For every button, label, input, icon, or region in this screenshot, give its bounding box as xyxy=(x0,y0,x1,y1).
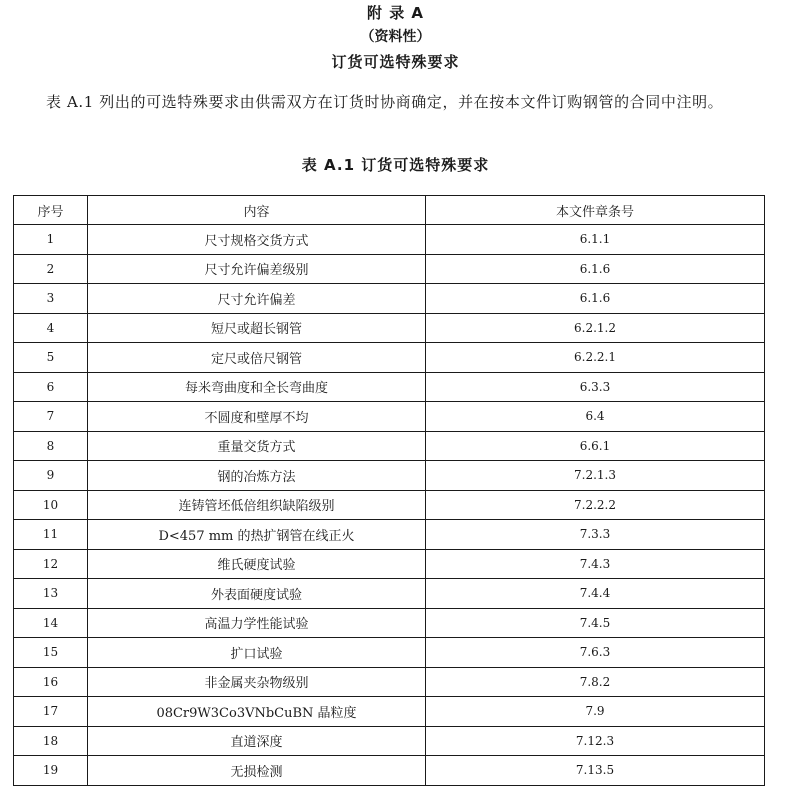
column-header-clause: 本文件章条号 xyxy=(426,196,765,225)
row-clause-cell: 6.3.3 xyxy=(426,372,765,402)
row-content-cell: 尺寸规格交货方式 xyxy=(88,225,426,255)
row-seq-cell: 8 xyxy=(14,431,88,461)
table-row xyxy=(14,490,765,520)
row-seq-cell: 17 xyxy=(14,697,88,727)
table-row xyxy=(14,520,765,550)
table-row xyxy=(14,667,765,697)
table-row xyxy=(14,343,765,373)
row-seq-cell: 1 xyxy=(14,225,88,255)
row-content-cell: 直道深度 xyxy=(88,726,426,756)
row-seq-cell: 10 xyxy=(14,490,88,520)
row-content-cell: 尺寸允许偏差级别 xyxy=(88,254,426,284)
row-clause-cell: 7.9 xyxy=(426,697,765,727)
column-header-seq: 序号 xyxy=(14,196,88,225)
row-seq-cell: 13 xyxy=(14,579,88,609)
appendix-title: 订货可选特殊要求 xyxy=(331,53,460,71)
row-content-cell: 钢的冶炼方法 xyxy=(88,461,426,491)
table-row xyxy=(14,638,765,668)
row-content-cell: 定尺或倍尺钢管 xyxy=(88,343,426,373)
row-seq-cell: 14 xyxy=(14,608,88,638)
row-seq-cell: 6 xyxy=(14,372,88,402)
row-clause-cell: 7.8.2 xyxy=(426,667,765,697)
row-seq-cell: 2 xyxy=(14,254,88,284)
row-clause-cell: 7.12.3 xyxy=(426,726,765,756)
row-seq-cell: 7 xyxy=(14,402,88,432)
row-seq-cell: 19 xyxy=(14,756,88,786)
row-content-cell: 维氏硬度试验 xyxy=(88,549,426,579)
row-content-cell: 高温力学性能试验 xyxy=(88,608,426,638)
row-seq-cell: 15 xyxy=(14,638,88,668)
intro-paragraph: 表 A.1 列出的可选特殊要求由供需双方在订货时协商确定，并在按本文件订购钢管的合同中注明。 xyxy=(46,93,724,111)
table-row xyxy=(14,756,765,786)
row-content-cell: D<457 mm 的热扩钢管在线正火 xyxy=(88,520,426,550)
table-row xyxy=(14,372,765,402)
row-content-cell: 连铸管坯低倍组织缺陷级别 xyxy=(88,490,426,520)
table-row xyxy=(14,579,765,609)
row-clause-cell: 6.1.6 xyxy=(426,254,765,284)
row-clause-cell: 6.2.1.2 xyxy=(426,313,765,343)
row-clause-cell: 7.2.2.2 xyxy=(426,490,765,520)
row-content-cell: 短尺或超长钢管 xyxy=(88,313,426,343)
row-clause-cell: 7.6.3 xyxy=(426,638,765,668)
row-clause-cell: 6.1.1 xyxy=(426,225,765,255)
table-row xyxy=(14,697,765,727)
row-seq-cell: 16 xyxy=(14,667,88,697)
table-row xyxy=(14,254,765,284)
table-row xyxy=(14,284,765,314)
row-clause-cell: 6.2.2.1 xyxy=(426,343,765,373)
row-clause-cell: 6.4 xyxy=(426,402,765,432)
requirements-table xyxy=(13,195,765,786)
row-clause-cell: 6.1.6 xyxy=(426,284,765,314)
row-clause-cell: 7.13.5 xyxy=(426,756,765,786)
row-content-cell: 重量交货方式 xyxy=(88,431,426,461)
table-row xyxy=(14,431,765,461)
row-seq-cell: 4 xyxy=(14,313,88,343)
row-content-cell: 不圆度和壁厚不均 xyxy=(88,402,426,432)
table-row xyxy=(14,549,765,579)
table-row xyxy=(14,225,765,255)
row-clause-cell: 7.4.3 xyxy=(426,549,765,579)
row-seq-cell: 11 xyxy=(14,520,88,550)
row-clause-cell: 7.4.5 xyxy=(426,608,765,638)
row-seq-cell: 3 xyxy=(14,284,88,314)
row-content-cell: 无损检测 xyxy=(88,756,426,786)
table-row xyxy=(14,461,765,491)
row-content-cell: 尺寸允许偏差 xyxy=(88,284,426,314)
table-row xyxy=(14,313,765,343)
table-row xyxy=(14,402,765,432)
row-clause-cell: 6.6.1 xyxy=(426,431,765,461)
appendix-nature: （资料性） xyxy=(360,29,431,45)
appendix-label: 附 录 A xyxy=(366,4,425,22)
row-content-cell: 扩口试验 xyxy=(88,638,426,668)
table-header-row xyxy=(14,196,765,225)
row-clause-cell: 7.4.4 xyxy=(426,579,765,609)
row-seq-cell: 12 xyxy=(14,549,88,579)
row-content-cell: 08Cr9W3Co3VNbCuBN 晶粒度 xyxy=(88,697,426,727)
column-header-content: 内容 xyxy=(88,196,426,225)
row-content-cell: 非金属夹杂物级别 xyxy=(88,667,426,697)
row-content-cell: 每米弯曲度和全长弯曲度 xyxy=(88,372,426,402)
table-caption: 表 A.1 订货可选特殊要求 xyxy=(301,156,490,174)
row-clause-cell: 7.2.1.3 xyxy=(426,461,765,491)
row-seq-cell: 5 xyxy=(14,343,88,373)
table-row xyxy=(14,608,765,638)
row-content-cell: 外表面硬度试验 xyxy=(88,579,426,609)
row-seq-cell: 9 xyxy=(14,461,88,491)
row-seq-cell: 18 xyxy=(14,726,88,756)
row-clause-cell: 7.3.3 xyxy=(426,520,765,550)
table-row xyxy=(14,726,765,756)
